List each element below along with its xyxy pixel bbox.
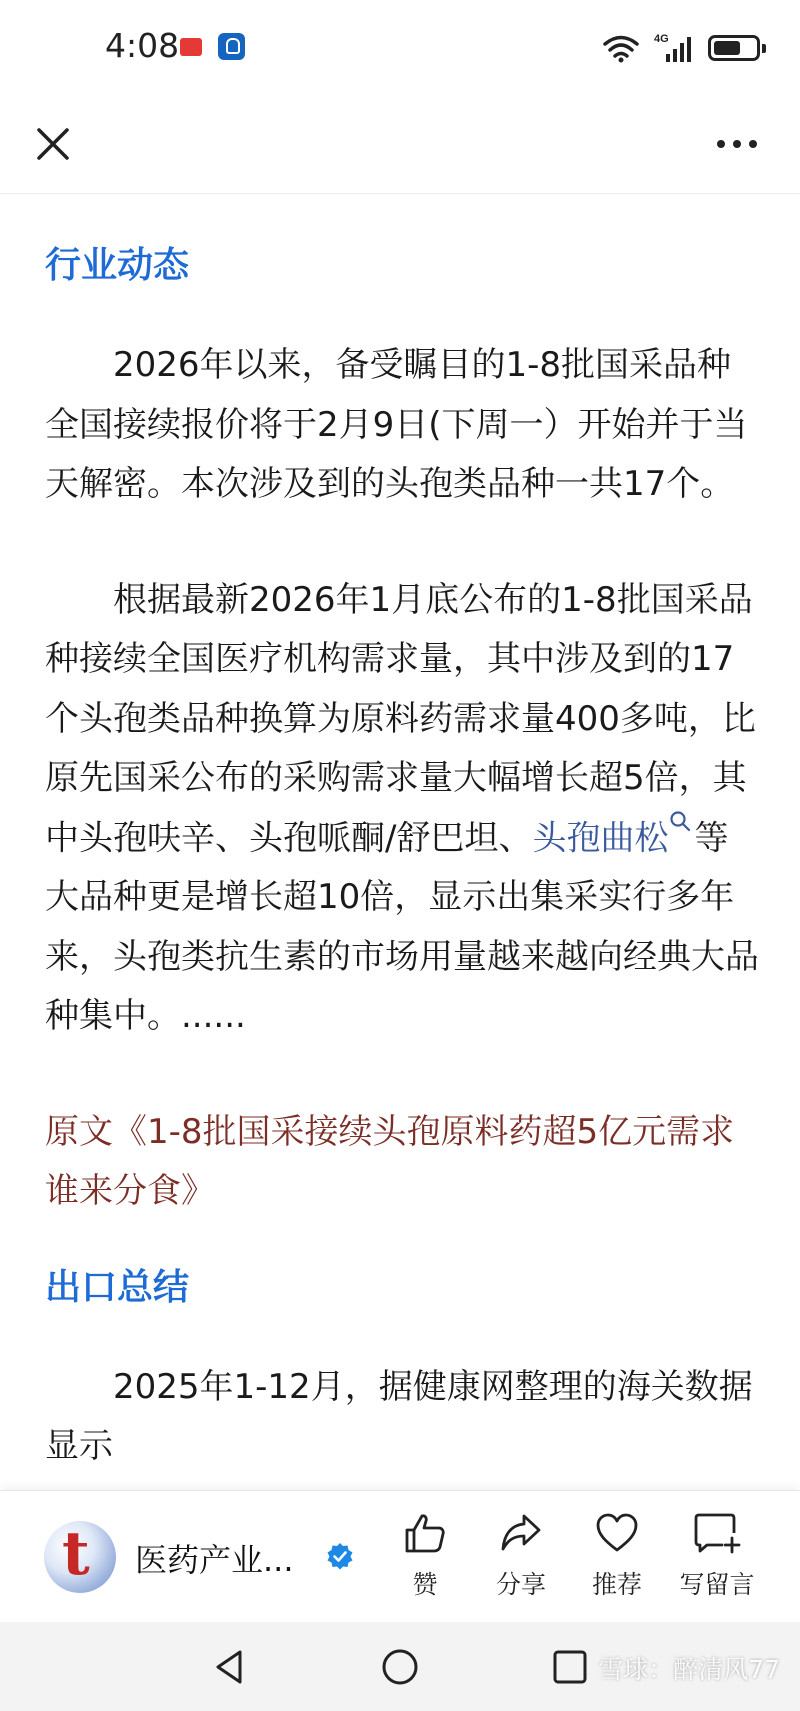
term-link-ceftriaxone[interactable]: 头孢曲松 bbox=[532, 817, 669, 858]
system-nav-bar bbox=[0, 1622, 800, 1711]
wifi-icon bbox=[602, 33, 640, 63]
recommend-button[interactable] bbox=[571, 1511, 663, 1611]
share-label: 分享 bbox=[495, 1570, 546, 1599]
article-paragraph-3: 2025年1-12月，据健康网整理的海关数据显示 bbox=[45, 1366, 753, 1467]
share-icon bbox=[499, 1511, 543, 1555]
section-heading-export-summary: 出口总结 bbox=[45, 1266, 190, 1308]
article-paragraph-2 bbox=[45, 571, 760, 1047]
battery-tip bbox=[762, 44, 766, 53]
watermark: 雪球：醉清风77 bbox=[598, 1655, 780, 1684]
write-comment-label: 写留言 bbox=[679, 1570, 755, 1599]
network-type-label: 4G bbox=[654, 33, 669, 45]
avatar-logo: t bbox=[62, 1521, 90, 1589]
share-button[interactable] bbox=[475, 1511, 567, 1611]
lightbulb-app-icon bbox=[218, 33, 245, 60]
comment-plus-icon bbox=[693, 1511, 741, 1555]
back-button[interactable] bbox=[205, 1642, 255, 1692]
author-avatar[interactable] bbox=[44, 1521, 116, 1593]
author-name[interactable]: 医药产业... bbox=[135, 1541, 294, 1579]
battery-level bbox=[714, 41, 740, 55]
article-paragraph-1: 2026年以来，备受瞩目的1-8批国采品种全国接续报价将于2月9日(下周一）开始并于当天解密。本次涉及到的头孢类品种一共17个。 bbox=[45, 345, 748, 504]
cellular-signal-icon bbox=[654, 32, 694, 64]
close-button[interactable] bbox=[24, 115, 82, 173]
recommend-label: 推荐 bbox=[591, 1570, 642, 1599]
status-right bbox=[602, 28, 760, 68]
more-options-button[interactable] bbox=[708, 115, 766, 173]
more-icon bbox=[716, 139, 758, 149]
verified-badge-icon bbox=[326, 1542, 354, 1570]
home-button[interactable] bbox=[375, 1642, 425, 1692]
like-button[interactable] bbox=[379, 1511, 471, 1611]
like-label: 赞 bbox=[412, 1570, 438, 1599]
search-icon[interactable] bbox=[668, 809, 692, 837]
top-nav bbox=[0, 95, 800, 194]
heart-icon bbox=[595, 1511, 639, 1555]
battery-icon bbox=[708, 35, 760, 61]
write-comment-button[interactable] bbox=[667, 1511, 767, 1611]
bottom-action-bar bbox=[0, 1490, 800, 1623]
back-triangle-icon bbox=[210, 1647, 250, 1687]
status-bar bbox=[0, 0, 800, 95]
thumbs-up-icon bbox=[403, 1511, 447, 1555]
article-body bbox=[45, 200, 760, 1490]
paragraph-2-text-a: 根据最新2026年1月底公布的1-8批国采品种接续全国医疗机构需求量，其中涉及到的17个头孢类品种换算为原料药需求量400多吨，比原先国采公布的采购需求量大幅增长超5倍，其中头孢呋辛、头孢哌酮/舒巴坦、 bbox=[45, 579, 756, 858]
paragraph-2-text-b: 等大品种更是增长超10倍，显示出集采实行多年来，头孢类抗生素的市场用量越来越向经典大品种集中。...... bbox=[45, 817, 759, 1037]
home-circle-icon bbox=[380, 1647, 420, 1687]
recents-button[interactable] bbox=[545, 1642, 595, 1692]
source-article-link[interactable]: 原文《1-8批国采接续头孢原料药超5亿元需求谁来分食》 bbox=[45, 1111, 735, 1212]
status-time: 4:08 bbox=[105, 26, 180, 65]
section-heading-industry-news: 行业动态 bbox=[45, 245, 190, 286]
recents-square-icon bbox=[550, 1647, 590, 1687]
book-app-icon bbox=[180, 38, 202, 56]
close-icon bbox=[36, 127, 70, 161]
